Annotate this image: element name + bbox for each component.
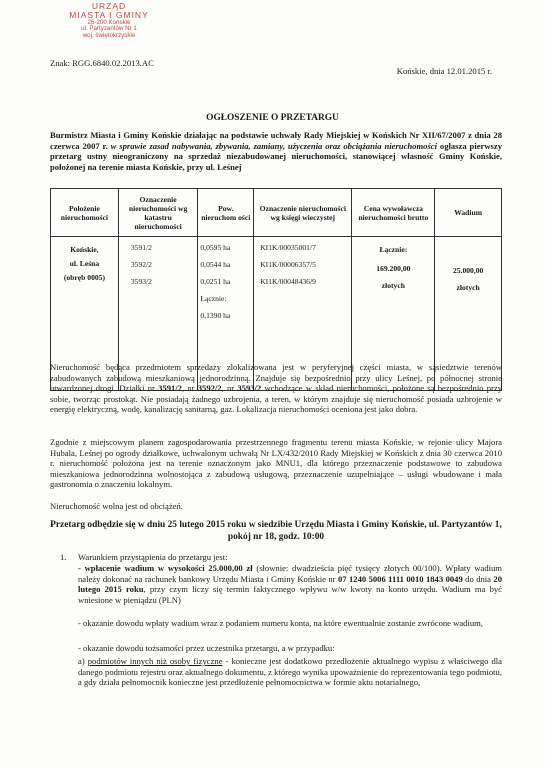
deposit-unit: złotych	[456, 283, 480, 292]
intro-part2: w sprawie zasad nabywania, zbywania, zamiany, użyczenia oraz obciążania nieruchomości	[110, 140, 437, 151]
bank-account-number: 07 1240 5006 1111 0010 1843 0049	[337, 573, 463, 584]
area-value: 0,0595 ha	[200, 243, 231, 252]
table-header: Położenie nieruchomości	[51, 189, 119, 237]
table-header-row	[51, 189, 502, 237]
desc-plot: 3593/2	[237, 383, 262, 394]
area-total: 0,1390 ha	[200, 311, 231, 320]
plot-number: 3592/2	[130, 260, 152, 269]
office-stamp	[54, 2, 164, 39]
plot-number: 3593/2	[130, 277, 152, 286]
area-total-label: Łącznie:	[200, 294, 227, 303]
conditions-title: Warunkiem przystąpienia do przetargu jest:	[78, 552, 228, 562]
price-value: 169.200,00	[376, 264, 411, 273]
table-header: Oznaczenie nieruchomości wg katastru nieruchomości	[118, 189, 198, 237]
table-header: Pow. nieruchom ości	[198, 189, 254, 237]
location-line: ul. Leśna	[69, 259, 100, 268]
plot-number: 3591/2	[130, 243, 152, 252]
stamp-line: URZĄD	[91, 1, 127, 11]
stamp-line: woj. świętokrzyskie	[82, 31, 136, 39]
desc-text: , nr	[221, 383, 238, 394]
desc-plot: 3592/2	[197, 383, 222, 394]
desc-text: , nr	[181, 383, 198, 394]
table-header: Oznaczenie nieruchomości wg księgi wieczystej	[254, 189, 352, 237]
land-register-number: KI1K/00048436/9	[260, 277, 316, 286]
condition-text: do dnia	[462, 573, 494, 584]
document-date: Końskie, dnia 12.01.2015 r.	[396, 66, 492, 76]
location-line: Końskie,	[70, 245, 99, 254]
property-table	[50, 188, 502, 394]
intro-part3: ogłasza pierwszy przetarg ustny nieograniczony na sprzedaż niezabudowanej nieruchomości, stanowiącej własność Gminy Końskie, położonej na terenie miasta Końskie, przy ul. Leśnej	[50, 140, 502, 172]
description-paragraph	[50, 362, 502, 415]
table-header: Cena wywoławcza nieruchomości brutto	[352, 189, 435, 237]
stamp-line: MIASTA I GMINY	[69, 9, 149, 20]
land-register-number: KI1K/00006357/5	[260, 260, 316, 269]
condition-proof: - okazanie dowodu wpłaty wadium wraz z podaniem numeru konta, na które ewentualnie zostanie zwrócone wadium,	[78, 618, 483, 628]
land-register-number: KI1K/00035001/7	[260, 243, 316, 252]
condition-text: , przy czym liczy się termin faktycznego wpływu w/w kwoty na konto urzędu. Wadium ma być wniesione w pieniądzu (PLN)	[78, 584, 502, 605]
intro-part1: Burmistrz Miasta i Gminy Końskie działając na podstawie uchwały Rady Miejskiej w Końskich Nr XII/67/2007 z dnia 28 czerwca 2007 r.	[50, 130, 502, 151]
condition-text: (słownie: dwadzieścia pięć tysięcy złotych 00/100). Wpłaty wadium należy dokonać na rachunek bankowy Urzędu Miasta i Gminy Końskie nr	[78, 563, 502, 584]
reference-number: Znak: RGG.6840.02.2013.AC	[50, 58, 154, 68]
auction-heading: Przetarg odbędzie się w dniu 25 lutego 2015 roku w siedzibie Urzędu Miasta i Gminy Końskie, ul. Partyzantów 1, pokój nr 18, godz. 10:00	[50, 520, 502, 542]
area-value: 0,0251 ha	[200, 277, 231, 286]
deposit-value: 25.000,00	[452, 266, 484, 275]
deposit-requirement: - wpłacenie wadium w wysokości 25.000,00 zł	[78, 563, 253, 573]
zoning-paragraph: Zgodnie z miejscowym planem zagospodarowania przestrzennego fragmentu terenu miasta Końskie, w rejonie ulicy Majora Hubala, Leśnej po ogrody działkowe, uchwalonym uchwałą Nr LX/432/2010 Rady Miejskiej w Końskich z dnia 30 czerwca 2010 r. nieruchomość położona jest na terenie oznaczonym jako MNU1, dla którego przeznaczenie podstawowe to zabudowa mieszkaniowa jednorodzinna wolnostojąca z zabudową usługową, przeznaczenie uzupełniające – usługi wbudowane i mała gastronomia o znaczeniu lokalnym.	[50, 437, 502, 490]
condition-deposit	[78, 563, 502, 605]
condition-number: 1.	[60, 552, 67, 562]
stamp-line: 26-200 Końskie	[87, 18, 131, 26]
desc-text: Nieruchomość będąca przedmiotem sprzedaży zlokalizowana jest w peryferyjnej części miasta, w sąsiedztwie terenów zabudowanych zabudową mieszkaniową jednorodzinną. Znajduje się bezpośrednio przy ulicy Leśnej, po północnej stronie utwardzonej drogi. Działki nr	[50, 362, 502, 394]
encumbrance-note: Nieruchomość wolna jest od obciążeń.	[50, 501, 183, 511]
condition-letter: a)	[78, 656, 88, 666]
table-header: Wadium	[435, 189, 502, 237]
location-line: (obręb 0005)	[63, 273, 105, 282]
intro-paragraph	[50, 130, 502, 172]
entity-type: podmiotów innych niż osoby fizyczne	[87, 656, 223, 666]
page-title: OGŁOSZENIE O PRZETARGU	[206, 113, 339, 123]
area-value: 0,0544 ha	[200, 260, 231, 269]
price-label: Łącznie:	[379, 245, 408, 254]
stamp-line: ul. Partyzantów Nr 1	[81, 25, 137, 33]
condition-entities	[78, 656, 502, 688]
desc-plot: 3591/2	[158, 383, 182, 394]
condition-text: - konieczne jest dodatkowo przedłożenie aktualnego wypisu z właściwego dla danego podmiotu rejestru oraz aktualnego dokumentu, z którego wynika upoważnienie do reprezentowania tego podmiotu, a gdy działa pełnomocnik konieczne jest przedłożenie pełnomocnictwa w formie aktu notarialnego,	[78, 656, 502, 688]
desc-text: wchodzące w skład nieruchomości, położone są bezpośrednio przy sobie, tworząc prostokąt. Nie posiadają żadnego uzbrojenia, a teren, w którym znajduje się nieruchomość posiada uzbrojenie w energię elektryczną, wodę, kanalizację sanitarną, gaz. Lokalizacja nieruchomości oceniona jest jako dobra.	[50, 383, 502, 415]
condition-identity: - okazanie dowodu tożsamości przez uczestnika przetargu, a w przypadku:	[78, 643, 335, 653]
price-unit: złotych	[381, 281, 405, 290]
deposit-deadline: 20 lutego 2015 roku	[78, 573, 502, 595]
